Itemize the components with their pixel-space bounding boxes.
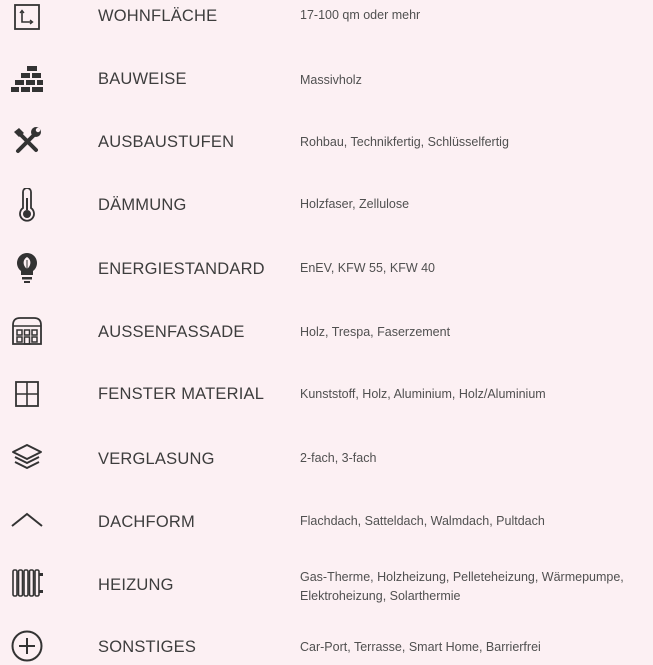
feature-value: Gas-Therme, Holzheizung, Pelleteheizung, Wärmepumpe, Elektroheizung, Solarthermie — [300, 570, 624, 603]
feature-label: WOHNFLÄCHE — [98, 7, 218, 25]
feature-label: SONSTIGES — [98, 638, 197, 656]
feature-label: DÄMMUNG — [98, 196, 187, 214]
feature-value: Holz, Trespa, Faserzement — [300, 325, 451, 339]
feature-label: BAUWEISE — [98, 70, 187, 88]
feature-label: DACHFORM — [98, 513, 195, 531]
feature-value: 2-fach, 3-fach — [300, 451, 377, 465]
radiator-icon — [8, 564, 46, 602]
feature-label: FENSTER MATERIAL — [98, 385, 265, 403]
feature-label: ENERGIESTANDARD — [98, 260, 265, 278]
tools-icon — [8, 122, 46, 160]
feature-label: VERGLASUNG — [98, 450, 215, 468]
layers-icon — [8, 438, 46, 476]
feature-value: Rohbau, Technikfertig, Schlüsselfertig — [300, 135, 509, 149]
feature-value: Massivholz — [300, 73, 362, 87]
thermometer-icon — [8, 186, 46, 224]
brick-wall-icon — [8, 60, 46, 98]
eco-lightbulb-icon — [8, 248, 46, 286]
feature-value: Flachdach, Satteldach, Walmdach, Pultdach — [300, 514, 545, 528]
feature-value: Holzfaser, Zellulose — [300, 197, 410, 211]
feature-value: EnEV, KFW 55, KFW 40 — [300, 261, 436, 275]
roof-chevron-icon — [8, 501, 46, 539]
floor-area-icon — [8, 0, 46, 36]
feature-label: AUSSENFASSADE — [98, 323, 245, 341]
feature-value: 17-100 qm oder mehr — [300, 8, 421, 22]
feature-value: Kunststoff, Holz, Aluminium, Holz/Aluminium — [300, 387, 546, 401]
feature-label: HEIZUNG — [98, 576, 174, 594]
feature-value: Car-Port, Terrasse, Smart Home, Barrierfrei — [300, 640, 541, 654]
window-icon — [8, 375, 46, 413]
plus-circle-icon — [8, 627, 46, 665]
house-facade-icon — [8, 312, 46, 350]
feature-label: AUSBAUSTUFEN — [98, 133, 235, 151]
